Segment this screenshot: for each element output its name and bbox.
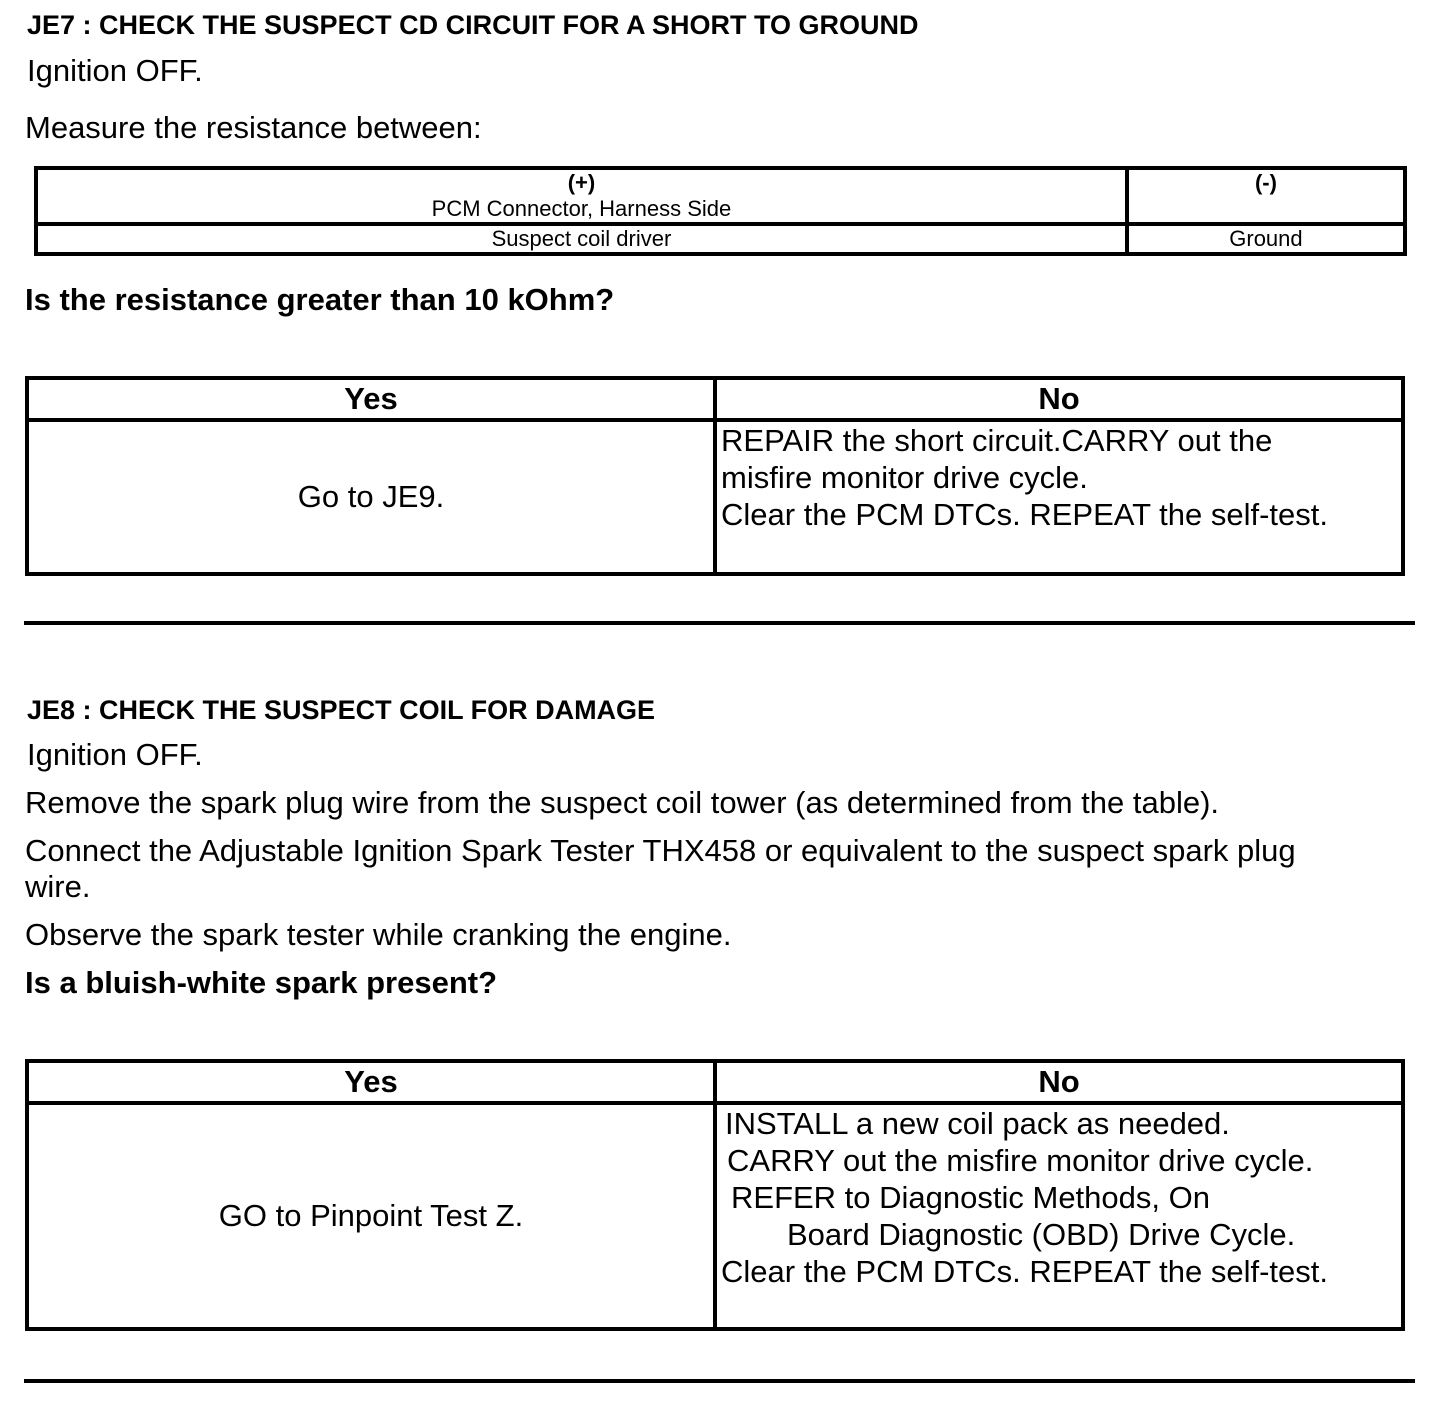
measurement-table xyxy=(34,166,1407,256)
je8-step-observe: Observe the spark tester while cranking the engine. xyxy=(25,917,732,952)
measurement-minus-header xyxy=(1127,168,1405,224)
je8-no-header: No xyxy=(715,1061,1403,1103)
plus-symbol: (+) xyxy=(567,170,596,195)
je7-no-header: No xyxy=(715,378,1403,420)
je7-no-line: Clear the PCM DTCs. REPEAT the self-test. xyxy=(721,497,1328,532)
je8-step-connect-line2: wire. xyxy=(25,869,91,904)
je8-question: Is a bluish-white spark present? xyxy=(25,965,498,1000)
je8-no-line: INSTALL a new coil pack as needed. xyxy=(725,1106,1230,1141)
measurement-plus-value: Suspect coil driver xyxy=(36,224,1127,254)
je8-no-line: Board Diagnostic (OBD) Drive Cycle. xyxy=(787,1217,1296,1252)
plus-label: PCM Connector, Harness Side xyxy=(431,196,732,221)
minus-symbol: (-) xyxy=(1254,170,1277,195)
measurement-plus-header xyxy=(36,168,1127,224)
je8-step-connect-line1: Connect the Adjustable Ignition Spark Tester THX458 or equivalent to the suspect spark plug xyxy=(25,833,1296,868)
section-divider xyxy=(24,1379,1415,1383)
je7-answer-table xyxy=(25,376,1405,576)
je7-step-ignition: Ignition OFF. xyxy=(27,53,203,88)
je7-yes-header: Yes xyxy=(27,378,715,420)
je7-question: Is the resistance greater than 10 kOhm? xyxy=(25,282,615,317)
je8-yes-action: GO to Pinpoint Test Z. xyxy=(27,1103,715,1329)
je7-heading: JE7 : CHECK THE SUSPECT CD CIRCUIT FOR A SHORT TO GROUND xyxy=(27,10,919,40)
je8-step-remove-wire: Remove the spark plug wire from the suspect coil tower (as determined from the table). xyxy=(25,785,1220,820)
je7-no-line: REPAIR the short circuit.CARRY out the xyxy=(721,423,1273,458)
je8-no-line: Clear the PCM DTCs. REPEAT the self-test. xyxy=(721,1254,1328,1289)
je8-heading: JE8 : CHECK THE SUSPECT COIL FOR DAMAGE xyxy=(27,695,656,725)
je8-no-action xyxy=(715,1103,1403,1329)
je8-no-line: CARRY out the misfire monitor drive cycle. xyxy=(727,1143,1314,1178)
je7-yes-action: Go to JE9. xyxy=(27,420,715,574)
je8-answer-table xyxy=(25,1059,1405,1331)
je8-step-ignition: Ignition OFF. xyxy=(27,737,203,772)
je7-step-measure: Measure the resistance between: xyxy=(25,110,482,145)
section-divider xyxy=(24,621,1415,625)
je8-yes-header: Yes xyxy=(27,1061,715,1103)
je7-no-action xyxy=(715,420,1403,574)
measurement-minus-value: Ground xyxy=(1127,224,1405,254)
je8-no-line: REFER to Diagnostic Methods, On xyxy=(731,1180,1210,1215)
je7-no-line: misfire monitor drive cycle. xyxy=(721,460,1088,495)
